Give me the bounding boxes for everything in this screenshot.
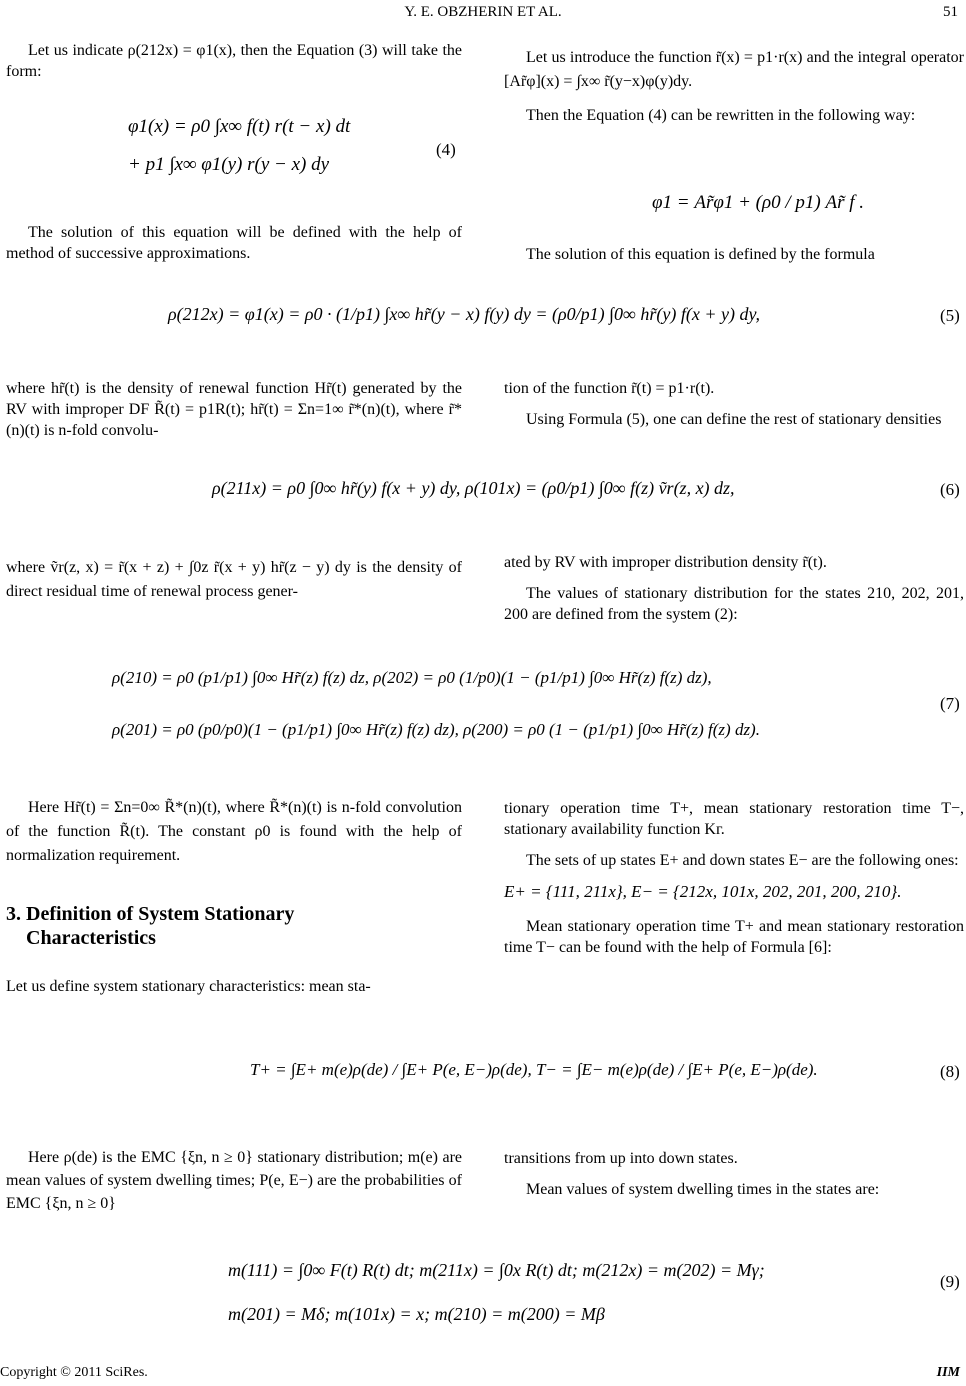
paragraph: where ṽr(z, x) = r̃(x + z) + ∫0z r̃(x + y) hr̃(z − y) dy is the density of direct residual time of renewal process gener-	[6, 559, 462, 600]
paragraph: Here ρ(de) is the EMC {ξn, n ≥ 0} stationary distribution; m(e) are mean values of system dwelling times; P(e, E−) are the probabilities of EMC {ξn, n ≥ 0}	[6, 1149, 462, 1212]
paragraph: tion of the function r̃(t) = p1·r(t).	[504, 380, 715, 397]
paragraph: Mean values of system dwelling times in the states are:	[526, 1181, 880, 1198]
paragraph: Mean stationary operation time T+ and mean stationary restoration time T− can be found with the help of Formula [6]:	[504, 918, 964, 956]
equation-9-number: (9)	[940, 1272, 960, 1291]
paragraph: ated by RV with improper distribution density r̃(t).	[504, 554, 827, 571]
paragraph: where hr̃(t) is the density of renewal function Hr̃(t) generated by the RV with improper DF R̃(t) = p1R(t); hr̃(t) = Σn=1∞ r̃*(n)(t), where r̃*(n)(t) is n-fold convolu-	[6, 380, 462, 439]
equation-5-number: (5)	[940, 306, 960, 325]
right-column-block-2	[504, 244, 964, 275]
page-header	[0, 4, 966, 24]
equation-7-line-2: ρ(201) = ρ0 (p0/p0)(1 − (p1/p1) ∫0∞ Hr̃(z) f(z) dz), ρ(200) = ρ0 (1 − (p1/p1) ∫0∞ Hr̃(z) f(z) dz).	[112, 720, 760, 739]
equation-7-number: (7)	[940, 694, 960, 713]
equation-5: ρ(212x) = φ1(x) = ρ0 · (1/p1) ∫x∞ hr̃(y − x) f(y) dy = (ρ0/p1) ∫0∞ hr̃(y) f(x + y) dy,	[168, 304, 760, 324]
section-number: 3.	[6, 903, 21, 925]
section-title-line-2: Characteristics	[26, 927, 156, 949]
equation-4-line-1: φ1(x) = ρ0 ∫x∞ f(t) r(t − x) dt	[128, 116, 351, 137]
paragraph: Here Hr̃(t) = Σn=0∞ R̃*(n)(t), where R̃*(n)(t) is n-fold convolution of the function R̃(t). The constant ρ0 is found with the help of normalization requirement.	[6, 799, 462, 864]
page-number: 51	[943, 4, 958, 20]
left-column-block-6	[6, 976, 462, 1007]
equation-8-number: (8)	[940, 1062, 960, 1081]
paragraph: The values of stationary distribution for the states 210, 202, 201, 200 are defined from the system (2):	[504, 585, 964, 623]
paragraph: The solution of this equation is defined by the formula	[526, 246, 875, 263]
equation-7	[112, 652, 760, 756]
left-column-block-1	[6, 40, 462, 92]
equation-9	[228, 1248, 765, 1336]
paragraph: The solution of this equation will be defined with the help of method of successive approximations.	[6, 224, 462, 262]
equation-4-line-2: + p1 ∫x∞ φ1(y) r(y − x) dy	[128, 154, 330, 175]
equation-6-number: (6)	[940, 480, 960, 499]
left-column-block-3	[6, 378, 462, 451]
copyright: Copyright © 2011 SciRes.	[0, 1365, 148, 1380]
paragraph: Let us introduce the function r̃(x) = p1·r(x) and the integral operator [Ar̃φ](x) = ∫x∞ r̃(y−x)φ(y)dy.	[504, 49, 964, 90]
right-column-block-5	[504, 798, 964, 968]
left-column-block-4	[6, 556, 462, 614]
state-sets: E+ = {111, 211x}, E− = {212x, 101x, 202, 201, 200, 210}.	[504, 882, 902, 901]
equation-8: T+ = ∫E+ m(e)ρ(de) / ∫E+ P(e, E−)ρ(de), T− = ∫E− m(e)ρ(de) / ∫E+ P(e, E−)ρ(de).	[250, 1060, 818, 1079]
left-column-block-2	[6, 222, 462, 274]
paragraph: Let us indicate ρ(212x) = φ1(x), then the Equation (3) will take the form:	[6, 42, 462, 80]
paragraph: tionary operation time T+, mean stationary restoration time T−, stationary availability function Kг.	[504, 800, 964, 838]
operator-equation: φ1 = Ar̃φ1 + (ρ0 / p1) Ar̃ f .	[652, 192, 864, 213]
right-column-block-1	[504, 46, 964, 138]
journal-name: IIM	[936, 1365, 960, 1380]
running-title: Y. E. OBZHERIN ET AL.	[404, 4, 562, 20]
equation-9-line-1: m(111) = ∫0∞ F(t) R(t) dt; m(211x) = ∫0x R(t) dt; m(212x) = m(202) = Mγ;	[228, 1260, 765, 1280]
equation-6: ρ(211x) = ρ0 ∫0∞ hr̃(y) f(x + y) dy, ρ(101x) = (ρ0/p1) ∫0∞ f(z) ṽr(z, x) dz,	[212, 478, 735, 498]
left-column-block-7	[6, 1146, 462, 1225]
paragraph: The sets of up states E+ and down states E− are the following ones:	[526, 852, 959, 869]
section-heading	[6, 902, 294, 950]
equation-7-line-1: ρ(210) = ρ0 (p1/p1) ∫0∞ Hr̃(z) f(z) dz, ρ(202) = ρ0 (1/p0)(1 − (p1/p1) ∫0∞ Hr̃(z) f(z) dz),	[112, 668, 712, 687]
paragraph: Let us define system stationary characteristics: mean sta-	[6, 978, 371, 995]
paragraph: transitions from up into down states.	[504, 1150, 738, 1167]
right-column-block-6	[504, 1148, 964, 1210]
right-column-block-4	[504, 552, 964, 635]
paragraph: Using Formula (5), one can define the rest of stationary densities	[526, 411, 942, 428]
equation-4	[128, 108, 350, 184]
paragraph: Then the Equation (4) can be rewritten in the following way:	[526, 107, 916, 124]
section-title-line-1: Definition of System Stationary	[26, 903, 295, 925]
right-column-block-3	[504, 378, 964, 440]
equation-9-line-2: m(201) = Mδ; m(101x) = x; m(210) = m(200) = Mβ	[228, 1304, 605, 1324]
equation-4-number: (4)	[436, 140, 456, 159]
left-column-block-5	[6, 796, 462, 878]
